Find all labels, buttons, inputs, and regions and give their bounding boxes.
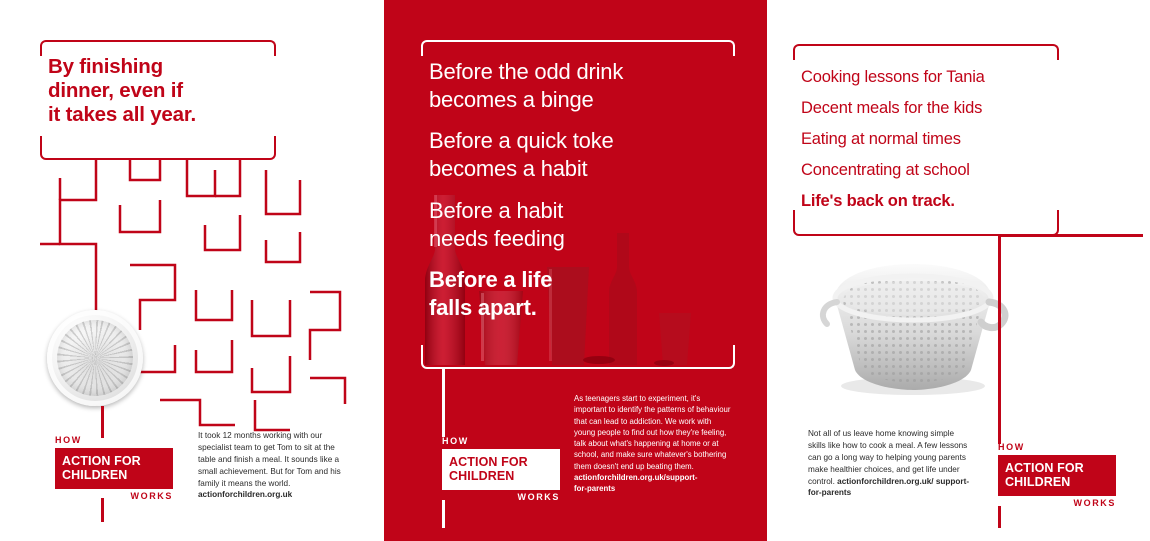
headline-block-4: Before a life falls apart. — [429, 267, 553, 321]
poster-addiction-body — [574, 393, 734, 495]
logo-connector-line — [101, 406, 104, 438]
logo-tail-line — [101, 498, 104, 522]
empty-dinner-plate-image — [47, 310, 143, 406]
logo-name-box — [55, 448, 173, 489]
poster-back-on-track-body — [808, 428, 973, 499]
logo-connector-line — [998, 234, 1001, 444]
logo-name-line2: CHILDREN — [449, 469, 515, 483]
poster-dinner — [0, 0, 375, 541]
body-url-line2[interactable]: support-for-parents — [808, 476, 970, 498]
logo-name-line2: CHILDREN — [1005, 475, 1071, 489]
body-text: As teenagers start to experiment, it's important to identify the patterns of behaviour that can lead to addiction. We work with young people to find out how they're feeling, talk about what's happening at home or at school, and make sure whatever's bothering them doesn't end up beating them. — [574, 394, 731, 471]
body-url-line1[interactable]: actionforchildren.org.uk/ — [837, 476, 934, 486]
headline-bracket-top — [421, 40, 735, 56]
poster-dinner-headline: By finishing dinner, even if it takes all year. — [48, 55, 196, 127]
logo-name-box — [998, 455, 1116, 496]
body-url-line1[interactable]: actionforchildren.org.uk/support- — [574, 473, 698, 483]
logo-works-text: WORKS — [1073, 498, 1116, 508]
action-for-children-logo[interactable] — [998, 443, 1116, 508]
action-for-children-logo[interactable] — [442, 437, 560, 502]
headline-bracket-top — [793, 44, 1059, 60]
logo-tail-line — [998, 506, 1001, 528]
logo-how-text: HOW — [442, 436, 469, 446]
headline-block-2: Before a quick toke becomes a habit — [429, 128, 614, 182]
logo-name-line1: ACTION FOR — [1005, 461, 1084, 475]
logo-name-line2: CHILDREN — [62, 468, 128, 482]
body-text: It took 12 months working with our specialist team to get Tom to sit at the table and finish a meal. It sounds like a small achievement. But for Tom and his family it means the world. — [198, 431, 341, 488]
logo-connector-line — [442, 367, 445, 437]
logo-works-text: WORKS — [517, 492, 560, 502]
headline-block-1: Before the odd drink becomes a binge — [429, 59, 624, 112]
logo-name-line1: ACTION FOR — [449, 455, 528, 469]
action-for-children-logo[interactable] — [55, 436, 173, 501]
body-url-line2[interactable]: for-parents — [574, 484, 616, 494]
logo-how-text: HOW — [55, 435, 82, 445]
logo-how-text: HOW — [998, 442, 1025, 452]
logo-name-box — [442, 449, 560, 490]
headline-block-3: Before a habit needs feeding — [429, 197, 565, 251]
plastic-colander-image — [813, 258, 1013, 403]
poster-back-on-track — [776, 0, 1150, 541]
logo-works-text: WORKS — [130, 491, 173, 501]
logo-name-line1: ACTION FOR — [62, 454, 141, 468]
poster-back-on-track-headline: Cooking lessons for Tania Decent meals for the kids Eating at normal times Concentrating at school Life's back on track. — [801, 68, 985, 211]
poster-addiction — [384, 0, 767, 541]
body-text: Not all of us leave home knowing simple skills like how to cook a meal. A few lessons can go a long way to helping young parents make healthier choices, and get life under control. — [808, 429, 968, 486]
logo-connector-horizontal — [998, 234, 1143, 237]
poster-addiction-headline — [429, 58, 729, 322]
logo-tail-line — [442, 500, 445, 528]
body-url[interactable]: actionforchildren.org.uk — [198, 490, 293, 500]
poster-dinner-body — [198, 430, 348, 501]
